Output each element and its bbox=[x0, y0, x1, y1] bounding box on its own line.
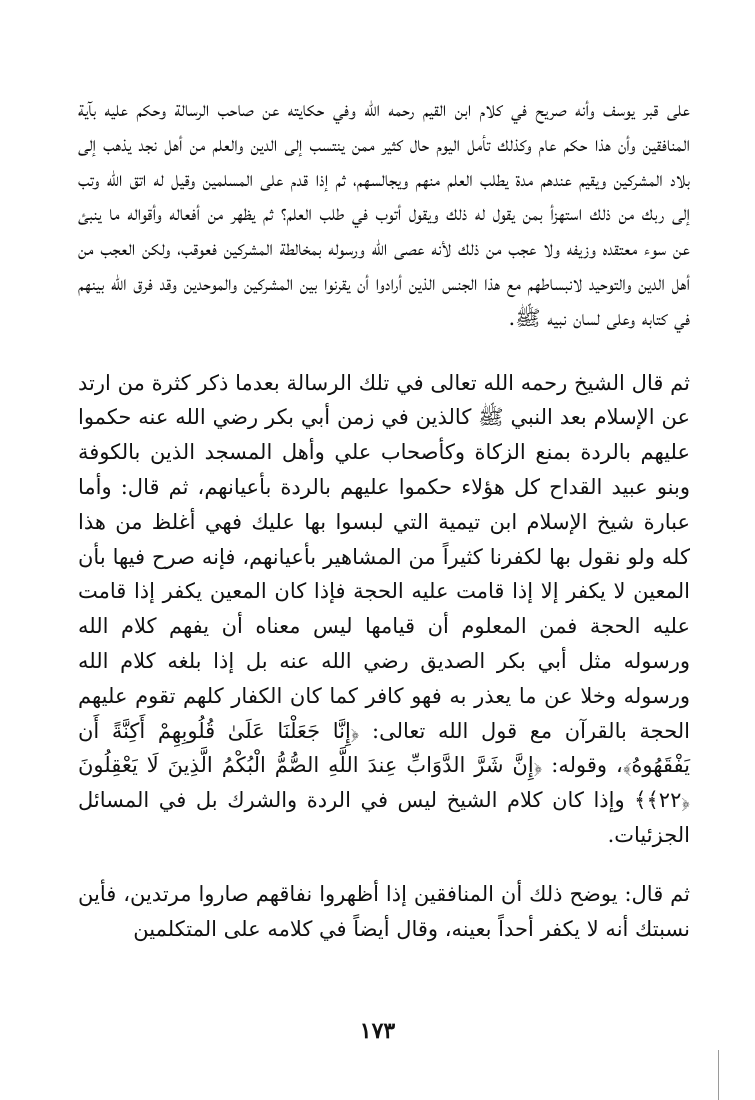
scan-edge-line bbox=[718, 1050, 719, 1100]
page-number: ١٧٣ bbox=[359, 1018, 396, 1044]
paragraph-2: ثم قال الشيخ رحمه الله تعالى في تلك الرسالة بعدما ذكر كثرة من ارتد عن الإسلام بعد النبي ﷺ كالذين في زمن أبي بكر رضي الله عنه حكموا عليهم بالردة بمنع الزكاة وكأصحاب علي وأهل المسجد الذين بالكوفة وبنو عبيد القداح كل هؤلاء حكموا عليهم بالردة بأعيانهم، ثم قال: وأما عبارة شيخ الإسلام ابن تيمية التي لبسوا بها عليك فهي أغلظ من هذا كله ولو نقول بها لكفرنا كثيراً من المشاهير بأعيانهم، فإنه صرح فيها بأن المعين لا يكفر إلا إذا قامت عليه الحجة فإذا كان المعين يكفر إذا قامت عليه الحجة فمن المعلوم أن قيامها ليس معناه أن يفهم كلام الله ورسوله مثل أبي بكر الصديق رضي الله عنه بل إذا بلغه كلام الله ورسوله وخلا عن ما يعذر به فهو كافر كما كان الكفار كلهم تقوم عليهم الحجة بالقرآن مع قول الله تعالى: ﴿إِنَّا جَعَلْنَا عَلَىٰ قُلُوبِهِمْ أَكِنَّةً أَن يَفْقَهُوهُ﴾، وقوله: ﴿إِنَّ شَرَّ الدَّوَابِّ عِندَ اللَّهِ الصُّمُّ الْبُكْمُ الَّذِينَ لَا يَعْقِلُونَ ﴿٢٢﴾﴾ وإذا كان كلام الشيخ ليس في الردة والشرك بل في المسائل الجزئيات. bbox=[78, 370, 690, 847]
page-body bbox=[78, 92, 690, 946]
paragraph-1: على قبر يوسف وأنه صريح في كلام ابن القيم رحمه الله وفي حكايته عن صاحب الرسالة وحكم عليه بآية المنافقين وأن هذا حكم عام وكذلك تأمل اليوم حال كثير ممن ينتسب إلى الدين والعلم من أهل نجد يذهب إلى بلاد المشركين ويقيم عندهم مدة يطلب العلم منهم ويجالسهم، ثم إذا قدم على المسلمين وقيل له اتق الله وتب إلى ربك من ذلك استهزأ بمن يقول له ذلك ويقول أتوب في طلب العلم؟ ثم يظهر من أفعاله وأقواله ما ينبئ عن سوء معتقده وزيفه ولا عجب من ذلك لأنه عصى الله ورسوله بمخالطة المشركين فعوقب، ولكن العجب من أهل الدين والتوحيد لانبساطهم مع هذا الجنس الذين أرادوا أن يقرنوا بين المشركين والموحدين وقد فرق الله بينهم في كتابه وعلى لسان نبيه ﷺ. bbox=[78, 97, 691, 330]
paragraph-3: ثم قال: يوضح ذلك أن المنافقين إذا أظهروا نفاقهم صاروا مرتدين، فأين نسبتك أنه لا يكفر أحداً بعينه، وقال أيضاً في كلامه على المتكلمين bbox=[78, 881, 690, 941]
